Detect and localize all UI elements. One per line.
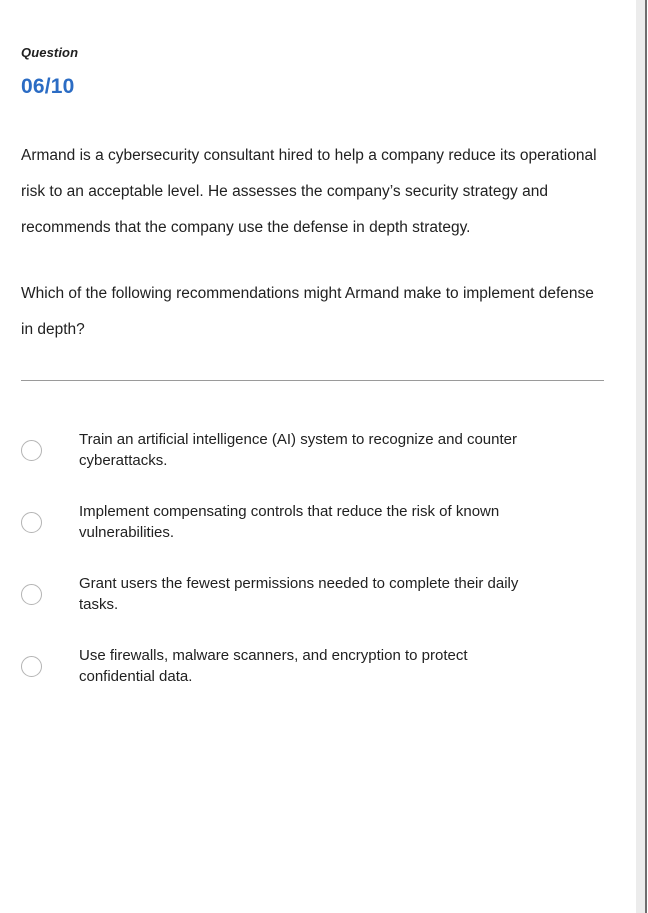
radio-button-icon-c[interactable]: [21, 584, 42, 605]
answer-options-list: [0, 381, 636, 702]
answer-option-d[interactable]: [0, 630, 636, 702]
answer-option-a[interactable]: [0, 414, 636, 486]
answer-option-label-d: Use firewalls, malware scanners, and encryption to protect confidential data.: [79, 646, 468, 685]
question-number: 06/10: [21, 75, 75, 98]
right-gutter: [636, 0, 645, 913]
radio-button-icon-b[interactable]: [21, 512, 42, 533]
radio-button-icon-d[interactable]: [21, 656, 42, 677]
question-label: Question: [21, 45, 79, 60]
answer-option-b[interactable]: [0, 486, 636, 558]
answer-option-label-a: Train an artificial intelligence (AI) system to recognize and counter cyberattacks.: [79, 430, 517, 469]
answer-option-label-b: Implement compensating controls that reduce the risk of known vulnerabilities.: [79, 502, 500, 541]
question-content: [0, 0, 636, 348]
answer-option-c[interactable]: [0, 558, 636, 630]
radio-button-icon-a[interactable]: [21, 440, 42, 461]
question-prompt: Which of the following recommendations might Armand make to implement defense in depth?: [21, 285, 594, 338]
question-scenario: Armand is a cybersecurity consultant hired to help a company reduce its operational risk to an acceptable level. He assesses the company’s security strategy and recommends that the company use the defense in depth strategy.: [21, 147, 597, 236]
answer-option-label-c: Grant users the fewest permissions needed to complete their daily tasks.: [79, 574, 519, 613]
